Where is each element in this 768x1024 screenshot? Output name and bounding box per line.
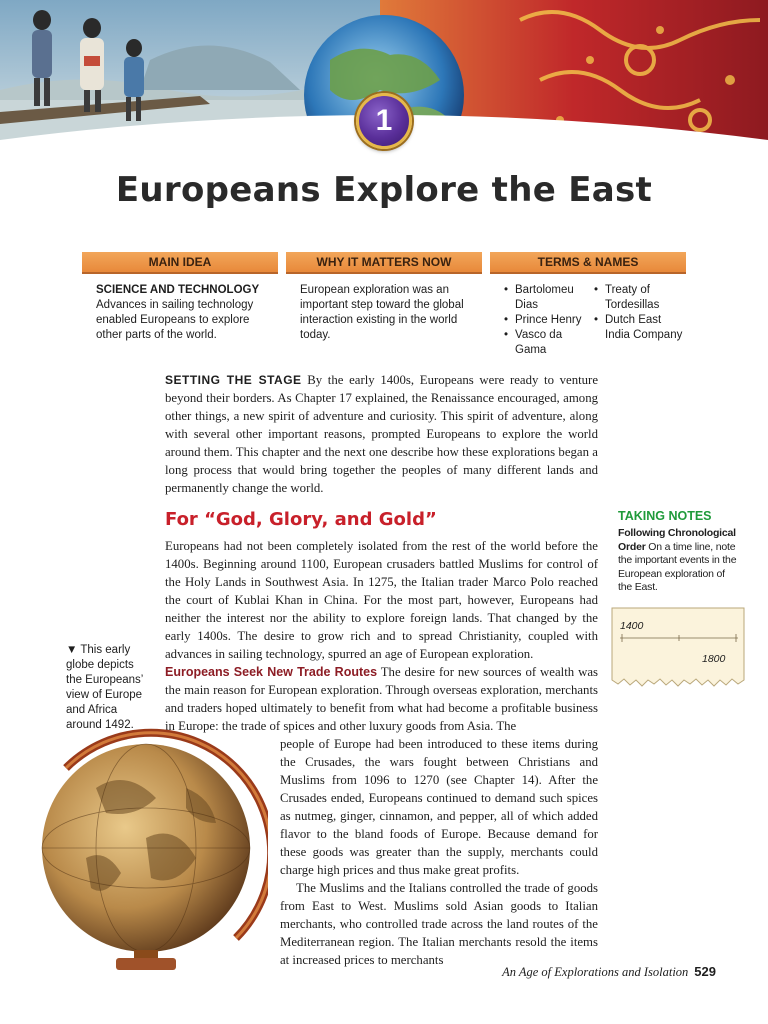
setting-the-stage — [165, 371, 598, 497]
book-title: An Age of Explorations and Isolation — [502, 965, 689, 979]
section-heading: For “God, Glory, and Gold” — [165, 509, 437, 530]
terms-column-2 — [593, 283, 683, 343]
term-item: • Vasco da Gama — [503, 328, 595, 358]
page-number: 529 — [694, 964, 716, 979]
timeline-start-label: 1400 — [620, 620, 644, 632]
term-item: • Bartolomeu Dias — [503, 283, 595, 313]
main-idea-label: SCIENCE AND TECHNOLOGY — [96, 284, 260, 296]
page-footer — [502, 964, 716, 980]
globe-caption: ▼ This early globe depicts the Europeans’ view of Europe and Africa around 1492. — [66, 644, 143, 731]
timeline-end-label: 1800 — [702, 653, 726, 665]
main-idea-header: MAIN IDEA — [82, 252, 278, 274]
main-idea-body: Advances in sailing technology enabled Europeans to explore other parts of the world. — [96, 299, 254, 341]
setting-stage-lead: SETTING THE STAGE — [165, 373, 302, 387]
body-paragraph-4: The Muslims and the Italians controlled the trade of goods from East to West. Muslims sold Asian goods to Italian merchants, who controlled trade across the land routes of the Mediterranean region. The Italian merchants resold the items at increased prices to merchants — [280, 881, 598, 967]
taking-notes-instructions: On a time line, note the important events in the European exploration of the East. — [618, 540, 737, 593]
taking-notes-heading: TAKING NOTES — [618, 509, 712, 523]
timeline-card — [610, 606, 746, 690]
taking-notes-text — [618, 527, 740, 595]
why-it-matters-text: European exploration was an important step toward the global interaction existing in the world today. — [300, 284, 464, 341]
chapter-number-badge: 1 — [356, 93, 412, 149]
setting-stage-text: By the early 1400s, Europeans were ready to venture beyond their borders. As Chapter 17 explained, the Renaissance encouraged, among other things, a new spirit of adventure and curiosity. This spirit of adventure, along with several other important reasons, prompted Europeans to explore the world around them. This chapter and the next one describe how these explorations began a long process that would bring together the peoples of many different lands and permanently change the world. — [165, 373, 599, 495]
body-paragraph-1: Europeans had not been completely isolated from the rest of the world before the 1400s. Beginning around 1100, European crusaders battled Muslims for control of the Holy Lands in Southwest Asia. In 1275, the Italian trader Marco Polo reached the court of Kublai Khan in China. For the most part, however, Europeans had neither the interest nor the ability to explore foreign lands. That changed by the early 1400s. The desire to grow rich and to spread Christianity, coupled with advances in sailing technology, spurred an age of European exploration. — [165, 539, 598, 661]
body-paragraph-3: people of Europe had been introduced to these items during the Crusades, the wars fought between Christians and Muslims from 1096 to 1270 (see Chapter 14). After the Crusades ended, Europeans continued to demand such spices as nutmeg, ginger, cinnamon, and pepper, all of which added flavor to the bland foods of Europe. Because demand for these goods was greater than the supply, merchants could charge high prices and thus make great profits. — [280, 737, 598, 877]
trade-routes-text: The desire for new sources of wealth was the main reason for European exploration. Through overseas exploration, merchants and traders hoped ultimately to benefit from what had become a profitable business in Europe: the trade of spices and other luxury goods from Asia. The — [165, 665, 598, 733]
globe-image — [36, 728, 268, 978]
trade-routes-subhead: Europeans Seek New Trade Routes — [165, 665, 378, 679]
term-item: • Dutch East India Company — [593, 313, 683, 343]
main-idea-text — [96, 283, 276, 343]
terms-column-1 — [503, 283, 595, 358]
body-paragraph-2 — [165, 663, 598, 735]
taking-notes-skill: Following Chronological Order — [618, 527, 736, 553]
term-item: • Prince Henry — [503, 313, 595, 328]
terms-names-header: TERMS & NAMES — [490, 252, 686, 274]
term-item: • Treaty of Tordesillas — [593, 283, 683, 313]
chapter-title: Europeans Explore the East — [115, 170, 653, 210]
why-it-matters-header: WHY IT MATTERS NOW — [286, 252, 482, 274]
